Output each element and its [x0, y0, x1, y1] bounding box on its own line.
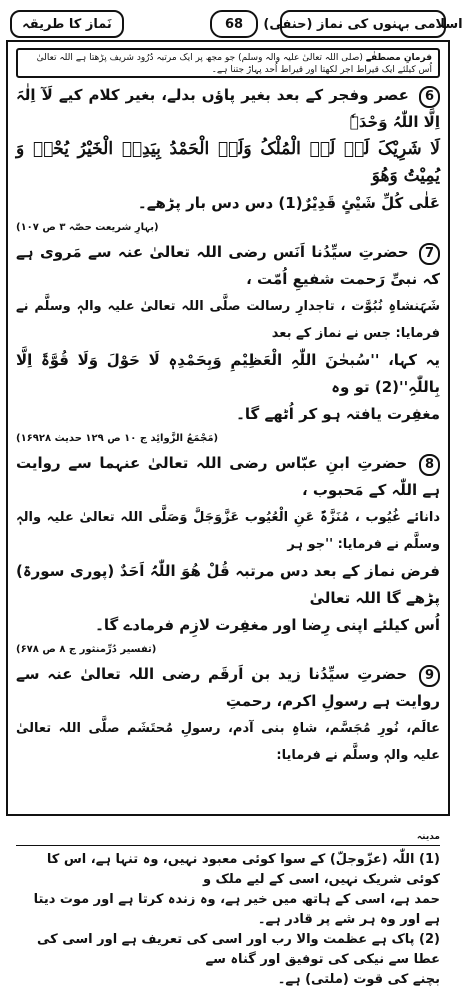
- paragraph-marker: 7: [419, 243, 440, 265]
- paragraph-marker: 9: [419, 665, 440, 687]
- hadith-banner: [16, 48, 440, 78]
- text-line: مغفِرت یافتہ ہو کر اُٹھے گا۔: [236, 405, 440, 423]
- page-number: 68: [210, 10, 258, 38]
- footnote-line: بچنے کی قوت (ملتی) ہے۔: [277, 972, 440, 987]
- paragraph-marker: 6: [419, 86, 440, 108]
- page-frame: [6, 40, 450, 987]
- reference: (بہارِ شریعت حصّہ ۳ ص ۱۰۷): [16, 222, 159, 233]
- footnote-line: (1) اللّٰہ (عزّوجلّ) کے سوا کوئی معبود نہیں، وہ تنہا ہے، اس کا کوئی شریک نہیں، اسی کے لیے ملک و: [46, 852, 440, 887]
- text-line: عالَم، نُورِ مُجَسَّم، شاہِ بنی آدم، رسولِ مُحتَشَم صلَّی اللہ تعالیٰ علیہ والہٖ وسلَّم نے فرمایا:: [16, 721, 440, 763]
- paragraph-marker: 8: [419, 454, 440, 476]
- reference: (مَجْمَعُ الزَّوائِد ج ۱۰ ص ۱۲۹ حدیث ۱۶۹۲۸): [16, 433, 219, 444]
- text-line: دانائے غُیُوب ، مُنَزَّہٌ عَنِ الْعُیُوب عَزَّوَجَلَّ وَصَلَّی اللہ تعالیٰ علیہ والہٖ وسلَّم نے فرمایا: ''جو ہر: [16, 510, 440, 552]
- footnote-line: (2) پاک ہے عظمت والا رب اور اسی کی تعریف ہے اور اسی کی عطا سے نیکی کی توفیق اور گناہ سے: [36, 932, 440, 967]
- page-header: [6, 6, 463, 40]
- banner-text: جو مجھ پر ایک مرتبہ دُرُود شریف پڑھتا ہے اللہ تعالیٰ اُس کیلئے ایک قیراط اجر لکھتا اور قیراط اُحد پہاڑ جتنا ہے۔: [36, 53, 432, 75]
- text-line: عَلٰی کُلِّ شَیْئٍ قَدِیْرٌ(1) دس دس بار پڑھے۔: [137, 194, 440, 212]
- footnote-line: حمد ہے، اسی کے ہاتھ میں خیر ہے، وہ زندہ کرتا ہے اور موت دیتا ہے اور وہ ہر شے پر قادر ہے۔: [33, 892, 440, 927]
- paragraph-6: [16, 82, 440, 239]
- text-line: فرض نماز کے بعد دس مرتبہ قُلْ ھُوَ اللّٰہُ اَحَدٌ (پوری سورۃ) پڑھے گا اللہ تعالیٰ: [16, 562, 440, 607]
- arabic-line: لَا شَرِیْکَ لَہٗ لَہُ الْمُلْکُ وَلَہُ الْحَمْدُ بِیَدِہِ الْخَیْرُ یُحْیٖ وَ یُمِیْتُ وَھُوَ: [16, 139, 440, 186]
- text-line: شَہَنشاہِ نُبُوَّت ، تاجدارِ رسالت صلَّی اللہ تعالیٰ علیہ والہٖ وسلَّم نے فرمایا: جس نے نماز کے بعد: [16, 299, 440, 341]
- text-line: اُس کیلئے اپنی رِضا اور مغفِرت لازِم فرمادے گا۔: [95, 616, 440, 634]
- footnotes: [16, 850, 440, 990]
- paragraph-7: [16, 239, 440, 450]
- chapter-title-box: نَماز کا طریقہ: [10, 10, 124, 38]
- paragraph-8: [16, 450, 440, 661]
- banner-title: فرمانِ مصطفٰے: [365, 53, 432, 63]
- text-line: یہ کہا، ''سُبحٰنَ اللّٰہِ الْعَظِیْمِ وَبِحَمْدِہٖ لَا حَوْلَ وَلَا قُوَّۃَ اِلَّا بِاللّٰہِ''(2) تو وہ: [16, 351, 440, 396]
- main-text: [16, 82, 440, 769]
- text-line: حضرتِ سیِّدُنا زید بن اَرقَم رضی اللہ تعالیٰ عنہ سے روایت ہے رسولِ اکرم، رحمتِ: [16, 665, 440, 710]
- paragraph-9: [16, 661, 440, 769]
- banner-blessing: (صلی اللہ تعالیٰ علیہ والہ وسلم): [238, 53, 363, 63]
- footnote-divider: [16, 832, 440, 846]
- text-line: حضرتِ سیِّدُنا اَنَس رضی اللہ تعالیٰ عنہ سے مَروی ہے کہ نبیِّ رَحمت شفیعِ اُمّت ،: [16, 243, 440, 288]
- book-title-box: اسلامی بہنوں کی نماز (حنفی): [280, 10, 446, 38]
- text-line: حضرتِ ابنِ عبّاس رضی اللہ تعالیٰ عنہما سے روایت ہے اللّٰہ کے مَحبوب ،: [16, 454, 440, 499]
- text-line: عصر وفجر کے بعد بغیر پاؤں بدلے، بغیر کلام کیے لَآ اِلٰہَ اِلَّا اللّٰہُ وَحْدَہٗ: [16, 86, 440, 131]
- reference: (تفسیر دُرِّمنثور ج ۸ ص ۶۷۸): [16, 644, 157, 655]
- footnote-tag: مدینہ: [416, 832, 440, 842]
